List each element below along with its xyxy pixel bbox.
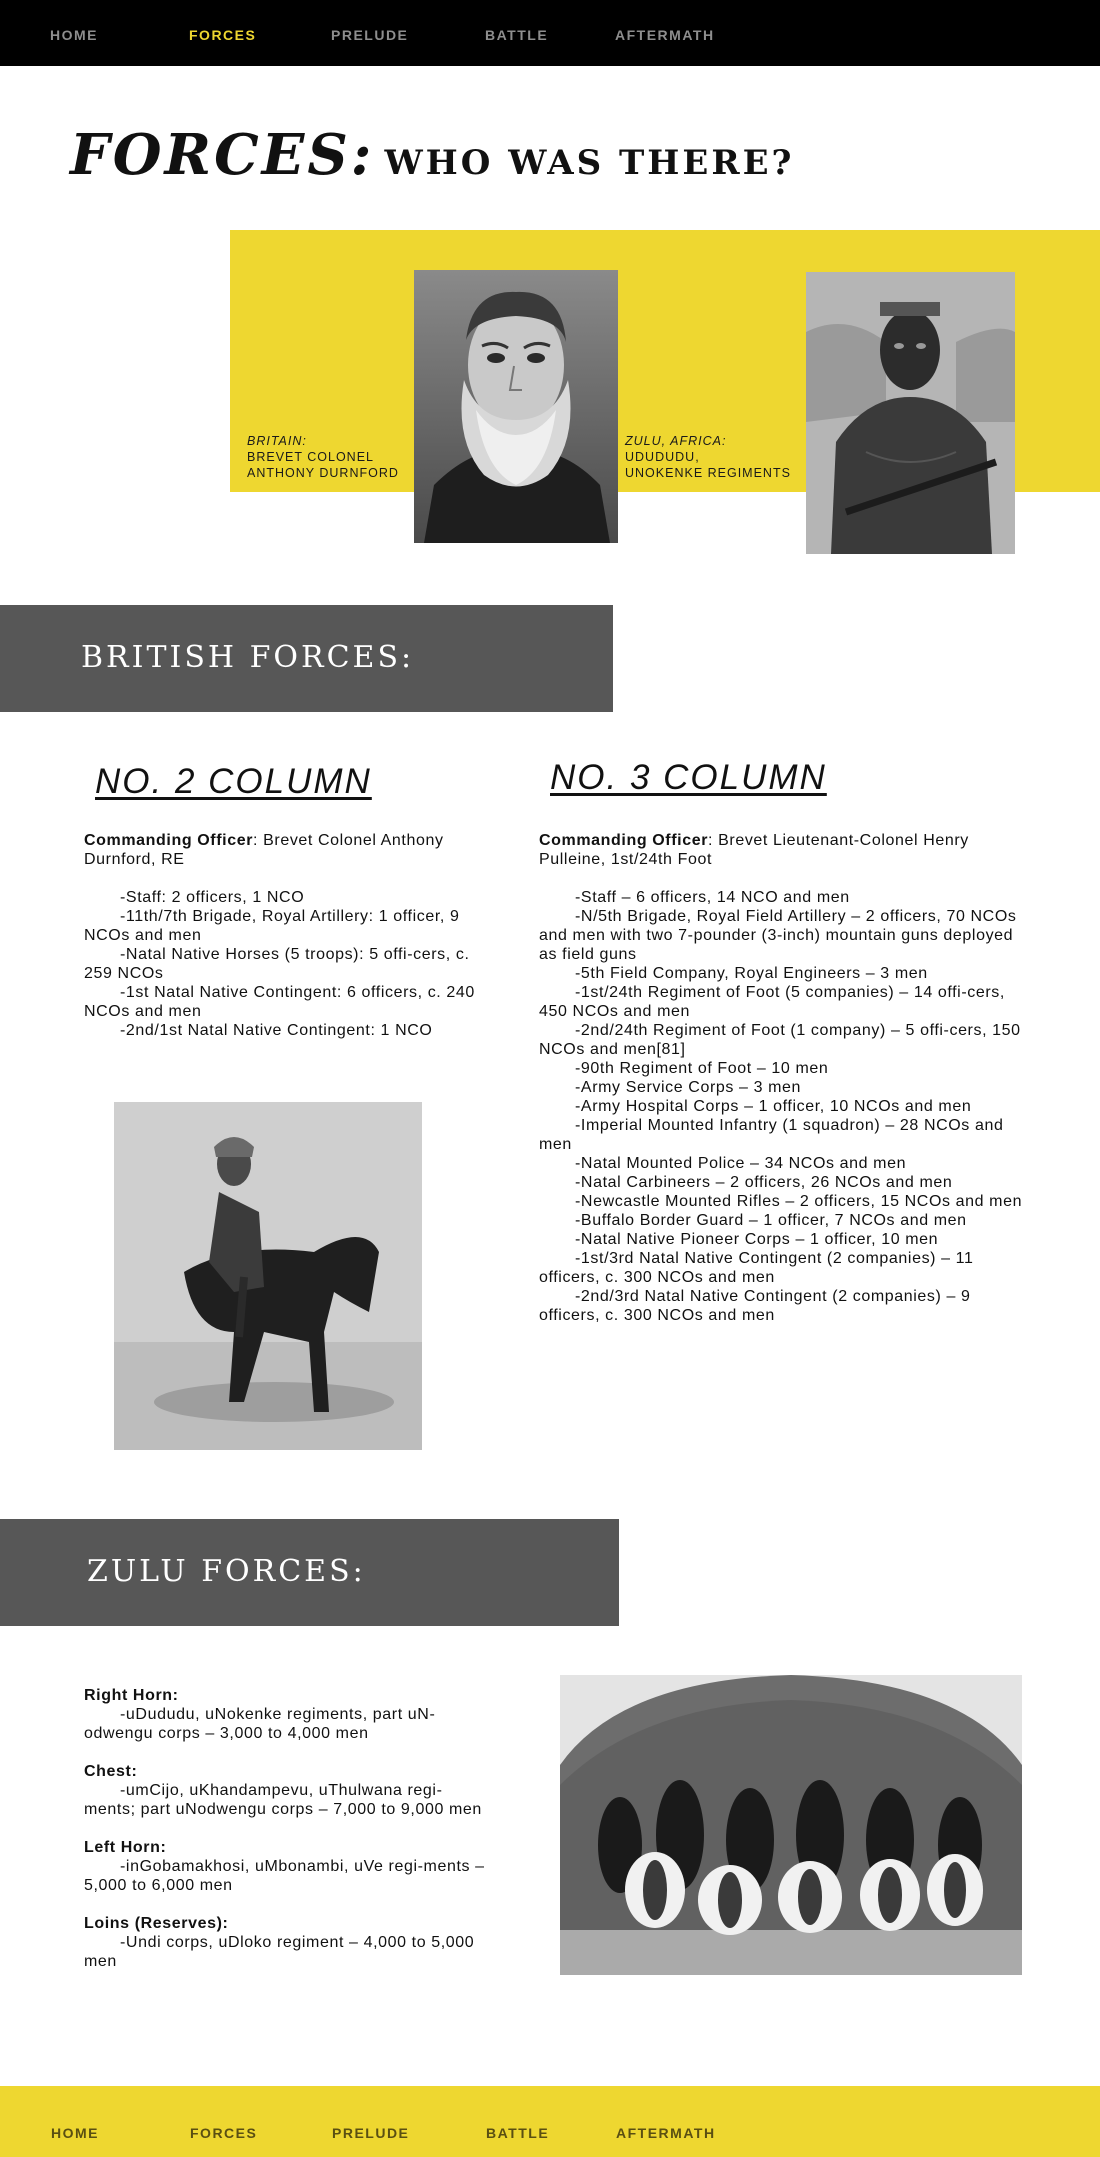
zulu-forces-banner bbox=[0, 1519, 619, 1626]
british-forces-heading: BRITISH FORCES: bbox=[81, 640, 415, 675]
nav-battle-link[interactable]: BATTLE bbox=[485, 27, 549, 43]
no2-unit: -Staff: 2 officers, 1 NCO bbox=[120, 889, 305, 906]
no3-officer-name: : Brevet Lieutenant-Colonel Henry Pulleine, 1st/24th Foot bbox=[539, 832, 969, 868]
nav-home-link[interactable]: HOME bbox=[50, 27, 98, 43]
no3-officer-label: Commanding Officer bbox=[539, 832, 709, 849]
no3-unit: -Imperial Mounted Infantry (1 squadron) – 28 NCOs and men bbox=[539, 1117, 1004, 1153]
footer-prelude-link[interactable]: PRELUDE bbox=[332, 2125, 410, 2141]
nav-aftermath-link[interactable]: AFTERMATH bbox=[615, 27, 715, 43]
footer-home-link[interactable]: HOME bbox=[51, 2125, 99, 2141]
no3-unit: -Army Hospital Corps – 1 officer, 10 NCOs and men bbox=[575, 1098, 972, 1115]
zulu-warrior-portrait bbox=[806, 272, 1015, 554]
zulu-warriors-group-photo bbox=[560, 1675, 1022, 1975]
footer-forces-link[interactable]: FORCES bbox=[190, 2125, 258, 2141]
no3-column-text bbox=[539, 831, 1024, 1325]
british-forces-banner bbox=[0, 605, 613, 712]
zulu-leader-line1: UDUDUDU, bbox=[625, 450, 700, 464]
no3-unit: -N/5th Brigade, Royal Field Artillery – 2 officers, 70 NCOs and men with two 7-pounder (3-inch) mountain guns deployed as field guns bbox=[539, 908, 1017, 963]
no3-column-heading: NO. 3 COLUMN bbox=[550, 758, 827, 797]
no2-column-heading: NO. 2 COLUMN bbox=[95, 762, 372, 801]
zulu-group-loins bbox=[84, 1914, 494, 1971]
britain-region-label: BRITAIN: bbox=[247, 434, 307, 448]
zulu-group-text: -umCijo, uKhandampevu, uThulwana regi-ments; part uNodwengu corps – 7,000 to 9,000 men bbox=[84, 1782, 482, 1818]
page-title-sub: WHO WAS THERE? bbox=[384, 143, 795, 183]
zulu-leader-caption bbox=[625, 433, 791, 481]
zulu-group-label: Loins (Reserves): bbox=[84, 1915, 229, 1932]
no3-unit: -Army Service Corps – 3 men bbox=[575, 1079, 802, 1096]
zulu-group-text: -inGobamakhosi, uMbonambi, uVe regi-ments – 5,000 to 6,000 men bbox=[84, 1858, 485, 1894]
zulu-forces-heading: ZULU FORCES: bbox=[87, 1554, 366, 1589]
no2-unit: -2nd/1st Natal Native Contingent: 1 NCO bbox=[120, 1022, 433, 1039]
no3-unit: -90th Regiment of Foot – 10 men bbox=[575, 1060, 829, 1077]
top-nav bbox=[0, 0, 1100, 66]
no2-column-text bbox=[84, 831, 494, 1040]
zulu-group-chest bbox=[84, 1762, 494, 1819]
no3-unit: -5th Field Company, Royal Engineers – 3 men bbox=[575, 965, 928, 982]
nav-prelude-link[interactable]: PRELUDE bbox=[331, 27, 409, 43]
zulu-group-left-horn bbox=[84, 1838, 494, 1895]
zulu-group-right-horn bbox=[84, 1686, 494, 1743]
no2-officer-name: : Brevet Colonel Anthony Durnford, RE bbox=[84, 832, 444, 868]
no3-unit: -Newcastle Mounted Rifles – 2 officers, 15 NCOs and men bbox=[575, 1193, 1023, 1210]
no3-unit: -1st/24th Regiment of Foot (5 companies) – 14 offi-cers, 450 NCOs and men bbox=[539, 984, 1005, 1020]
zulu-forces-text bbox=[84, 1686, 494, 1990]
no2-commanding-officer bbox=[84, 831, 494, 869]
no3-unit: -Staff – 6 officers, 14 NCO and men bbox=[575, 889, 850, 906]
no3-unit: -Buffalo Border Guard – 1 officer, 7 NCOs and men bbox=[575, 1212, 967, 1229]
zulu-group-text: -uDududu, uNokenke regiments, part uN-odwengu corps – 3,000 to 4,000 men bbox=[84, 1706, 436, 1742]
britain-leader-caption bbox=[247, 433, 399, 481]
mounted-soldier-photo bbox=[114, 1102, 422, 1450]
zulu-group-label: Right Horn bbox=[84, 1687, 173, 1704]
no3-unit: -2nd/24th Regiment of Foot (1 company) – 5 offi-cers, 150 NCOs and men[81] bbox=[539, 1022, 1021, 1058]
zulu-leader-line2: UNOKENKE REGIMENTS bbox=[625, 466, 791, 480]
no3-unit: -Natal Native Pioneer Corps – 1 officer, 10 men bbox=[575, 1231, 939, 1248]
page-title-main: FORCES: bbox=[70, 122, 375, 188]
zulu-region-label: ZULU, AFRICA: bbox=[625, 434, 727, 448]
britain-leader-line1: BREVET COLONEL bbox=[247, 450, 375, 464]
bottom-nav bbox=[0, 2086, 1100, 2157]
footer-battle-link[interactable]: BATTLE bbox=[486, 2125, 550, 2141]
no2-officer-label: Commanding Officer bbox=[84, 832, 254, 849]
zulu-group-label: Left Horn: bbox=[84, 1839, 167, 1856]
durnford-portrait bbox=[414, 270, 618, 543]
no2-unit: -11th/7th Brigade, Royal Artillery: 1 officer, 9 NCOs and men bbox=[84, 908, 460, 944]
no2-unit: -1st Natal Native Contingent: 6 officers, c. 240 NCOs and men bbox=[84, 984, 475, 1020]
no3-unit: -Natal Mounted Police – 34 NCOs and men bbox=[575, 1155, 907, 1172]
footer-aftermath-link[interactable]: AFTERMATH bbox=[616, 2125, 716, 2141]
zulu-group-label: Chest: bbox=[84, 1763, 138, 1780]
no3-commanding-officer bbox=[539, 831, 1024, 869]
nav-forces-link[interactable]: FORCES bbox=[189, 27, 257, 43]
zulu-group-label-suffix: : bbox=[172, 1687, 179, 1704]
britain-leader-line2: ANTHONY DURNFORD bbox=[247, 466, 399, 480]
no3-unit: -2nd/3rd Natal Native Contingent (2 companies) – 9 officers, c. 300 NCOs and men bbox=[539, 1288, 971, 1324]
no3-unit: -Natal Carbineers – 2 officers, 26 NCOs and men bbox=[575, 1174, 953, 1191]
no2-unit: -Natal Native Horses (5 troops): 5 offi-cers, c. 259 NCOs bbox=[84, 946, 470, 982]
zulu-group-text: -Undi corps, uDloko regiment – 4,000 to 5,000 men bbox=[84, 1934, 475, 1970]
page-title bbox=[70, 122, 794, 188]
no3-unit: -1st/3rd Natal Native Contingent (2 companies) – 11 officers, c. 300 NCOs and men bbox=[539, 1250, 974, 1286]
